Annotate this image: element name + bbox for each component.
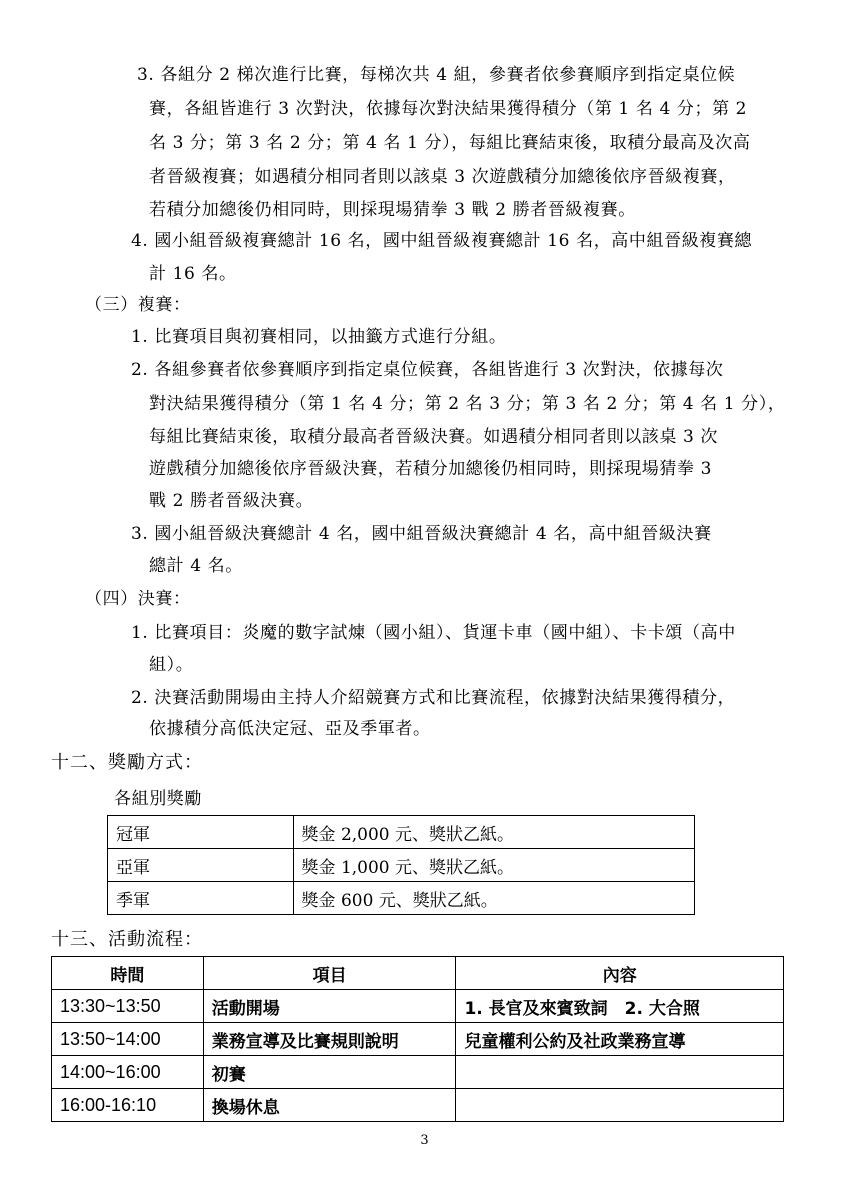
final-item1-line1: 1. 比賽項目：炎魔的數字試煉（國小組）、貨運卡車（國中組）、卡卡頌（高中 xyxy=(131,623,736,643)
schedule-item: 初賽 xyxy=(203,1056,456,1089)
semifinal-item2-line1: 2. 各組參賽者依參賽順序到指定桌位候賽，各組皆進行 3 次對決，依據每次 xyxy=(131,360,724,380)
award-prize: 獎金 2,000 元、獎狀乙紙。 xyxy=(293,816,694,849)
prelim-item3-line4: 者晉級複賽；如遇積分相同者則以該桌 3 次遊戲積分加總後依序晉級複賽， xyxy=(149,167,736,187)
table-row xyxy=(108,816,695,849)
award-prize: 獎金 1,000 元、獎狀乙紙。 xyxy=(293,849,694,882)
table-row xyxy=(52,1023,784,1056)
schedule-table xyxy=(51,956,784,1122)
semifinal-item2-line2: 對決結果獲得積分（第 1 名 4 分；第 2 名 3 分；第 3 名 2 分；第 4 名 1 分）， xyxy=(149,394,786,414)
table-row xyxy=(52,1056,784,1089)
semifinal-item3-line2: 總計 4 名。 xyxy=(149,556,243,576)
schedule-item: 活動開場 xyxy=(203,990,456,1023)
schedule-time: 13:30~13:50 xyxy=(52,990,204,1023)
prelim-item3-line1: 3. 各組分 2 梯次進行比賽，每梯次共 4 組，參賽者依參賽順序到指定桌位候 xyxy=(137,65,736,85)
semifinal-item3-line1: 3. 國小組晉級決賽總計 4 名，國中組晉級決賽總計 4 名，高中組晉級決賽 xyxy=(131,524,712,544)
awards-heading: 十二、獎勵方式： xyxy=(51,752,203,773)
prelim-item3-line2: 賽，各組皆進行 3 次對決，依據每次對決結果獲得積分（第 1 名 4 分；第 2 xyxy=(149,99,748,119)
semifinal-item1: 1. 比賽項目與初賽相同，以抽籤方式進行分組。 xyxy=(131,327,507,347)
schedule-content xyxy=(456,1089,784,1122)
semifinal-item2-line3: 每組比賽結束後，取積分最高者晉級決賽。如遇積分相同者則以該桌 3 次 xyxy=(149,427,719,447)
awards-caption: 各組別獎勵 xyxy=(114,789,202,809)
table-row xyxy=(52,1089,784,1122)
prelim-item3-line5: 若積分加總後仍相同時，則採現場猜拳 3 戰 2 勝者晉級複賽。 xyxy=(149,200,636,220)
schedule-heading: 十三、活動流程： xyxy=(51,929,203,950)
header-time: 時間 xyxy=(52,957,204,990)
schedule-time: 13:50~14:00 xyxy=(52,1023,204,1056)
awards-table xyxy=(107,815,695,915)
award-place: 季軍 xyxy=(108,882,294,915)
final-item2-line2: 依據積分高低決定冠、亞及季軍者。 xyxy=(149,719,431,739)
award-place: 冠軍 xyxy=(108,816,294,849)
schedule-time: 16:00-16:10 xyxy=(52,1089,204,1122)
header-item: 項目 xyxy=(203,957,456,990)
award-prize: 獎金 600 元、獎狀乙紙。 xyxy=(293,882,694,915)
semifinal-item2-line4: 遊戲積分加總後依序晉級決賽，若積分加總後仍相同時，則採現場猜拳 3 xyxy=(149,459,713,479)
table-header-row xyxy=(52,957,784,990)
page-number: 3 xyxy=(420,1133,429,1148)
semifinal-heading: （三）複賽： xyxy=(85,295,191,315)
final-item2-line1: 2. 決賽活動開場由主持人介紹競賽方式和比賽流程，依據對決結果獲得積分， xyxy=(131,688,736,708)
final-heading: （四）決賽： xyxy=(85,589,191,609)
schedule-content: 兒童權利公約及社政業務宣導 xyxy=(456,1023,784,1056)
schedule-item: 換場休息 xyxy=(203,1089,456,1122)
prelim-item4-line1: 4. 國小組晉級複賽總計 16 名，國中組晉級複賽總計 16 名，高中組晉級複賽總 xyxy=(131,231,753,251)
schedule-content: 1. 長官及來賓致詞 2. 大合照 xyxy=(456,990,784,1023)
schedule-content xyxy=(456,1056,784,1089)
table-row xyxy=(108,849,695,882)
table-row xyxy=(52,990,784,1023)
schedule-time: 14:00~16:00 xyxy=(52,1056,204,1089)
final-item1-line2: 組）。 xyxy=(149,655,194,675)
semifinal-item2-line5: 戰 2 勝者晉級決賽。 xyxy=(149,491,314,511)
prelim-item3-line3: 名 3 分；第 3 名 2 分；第 4 名 1 分），每組比賽結束後，取積分最高及次高 xyxy=(149,133,751,153)
schedule-item: 業務宣導及比賽規則說明 xyxy=(203,1023,456,1056)
table-row xyxy=(108,882,695,915)
prelim-item4-line2: 計 16 名。 xyxy=(149,264,237,284)
award-place: 亞軍 xyxy=(108,849,294,882)
header-content: 內容 xyxy=(456,957,784,990)
